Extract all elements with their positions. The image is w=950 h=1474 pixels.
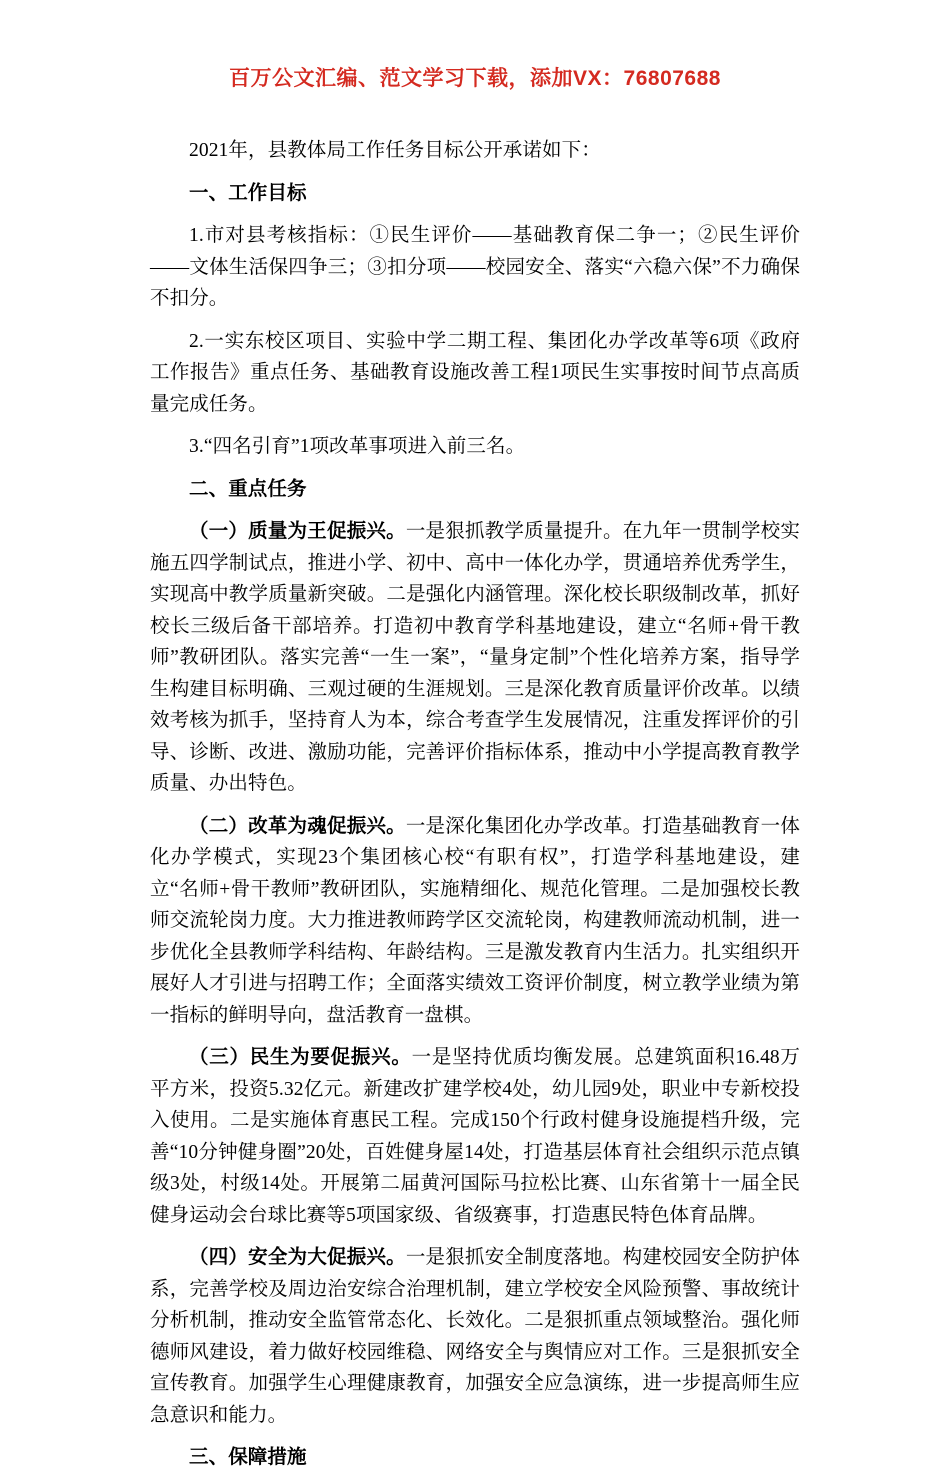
task-body-reform: 一是深化集团化办学改革。打造基础教育一体化办学模式，实现23个集团核心校“有职有权”，打造学科基地建设，建立“名师+骨干教师”教研团队，实施精细化、规范化管理。二是加强校长教师交流轮岗力度。大力推进教师跨学区交流轮岗，构建教师流动机制，进一步优化全县教师学科结构、年龄结构。三是激发教育内生活力。扎实组织开展好人才引进与招聘工作；全面落实绩效工资评价制度，树立教学业绩为第一指标的鲜明导向，盘活教育一盘棋。 (150, 815, 800, 1026)
paragraph-goal-1: 1.市对县考核指标：①民生评价——基础教育保二争一；②民生评价——文体生活保四争三；③扣分项——校园安全、落实“六稳六保”不力确保不扣分。 (150, 225, 800, 310)
section-heading-work-goals: 一、工作目标 (189, 182, 307, 204)
task-item-livelihood (150, 1042, 800, 1231)
intro-paragraph: 2021年，县教体局工作任务目标公开承诺如下： (189, 140, 601, 162)
paragraph-goal-3: 3.“四名引育”1项改革事项进入前三名。 (189, 436, 526, 458)
document-body (150, 135, 800, 1474)
task-item-quality (150, 516, 800, 800)
task-lead-reform: （二）改革为魂促振兴。 (189, 815, 406, 837)
task-item-reform (150, 811, 800, 1032)
task-body-quality: 一是狠抓教学质量提升。在九年一贯制学校实施五四学制试点，推进小学、初中、高中一体化办学，贯通培养优秀学生，实现高中教学质量新突破。二是强化内涵管理。深化校长职级制改革，抓好校长三级后备干部培养。打造初中教育学科基地建设，建立“名师+骨干教师”教研团队。落实完善“一生一案”，“量身定制”个性化培养方案，指导学生构建目标明确、三观过硬的生涯规划。三是深化教育质量评价改革。以绩效考核为抓手，坚持育人为本，综合考查学生发展情况，注重发挥评价的引导、诊断、改进、激励功能，完善评价指标体系，推动中小学提高教育教学质量、办出特色。 (150, 521, 800, 795)
task-lead-quality: （一）质量为王促振兴。 (189, 521, 406, 543)
promo-banner: 百万公文汇编、范文学习下载，添加VX：76807688 (229, 67, 721, 90)
section-heading-guarantee-measures: 三、保障措施 (189, 1447, 307, 1469)
task-item-safety (150, 1242, 800, 1431)
paragraph-goal-2: 2.一实东校区项目、实验中学二期工程、集团化办学改革等6项《政府工作报告》重点任务、基础教育设施改善工程1项民生实事按时间节点高质量完成任务。 (150, 330, 800, 415)
section-heading-key-tasks: 二、重点任务 (189, 478, 307, 500)
task-body-livelihood: 一是坚持优质均衡发展。总建筑面积16.48万平方米，投资5.32亿元。新建改扩建学校4处，幼儿园9处，职业中专新校投入使用。二是实施体育惠民工程。完成150个行政村健身设施提档升级，完善“10分钟健身圈”20处，百姓健身屋14处，打造基层体育社会组织示范点镇级3处，村级14处。开展第二届黄河国际马拉松比赛、山东省第十一届全民健身运动会台球比赛等5项国家级、省级赛事，打造惠民特色体育品牌。 (150, 1047, 800, 1226)
task-lead-safety: （四）安全为大促振兴。 (189, 1247, 406, 1269)
task-lead-livelihood: （三）民生为要促振兴。 (189, 1047, 412, 1069)
task-body-safety: 一是狠抓安全制度落地。构建校园安全防护体系，完善学校及周边治安综合治理机制，建立学校安全风险预警、事故统计分析机制，推动安全监管常态化、长效化。二是狠抓重点领域整治。强化师德师风建设，着力做好校园维稳、网络安全与舆情应对工作。三是狠抓安全宣传教育。加强学生心理健康教育，加强安全应急演练，进一步提高师生应急意识和能力。 (150, 1247, 800, 1426)
